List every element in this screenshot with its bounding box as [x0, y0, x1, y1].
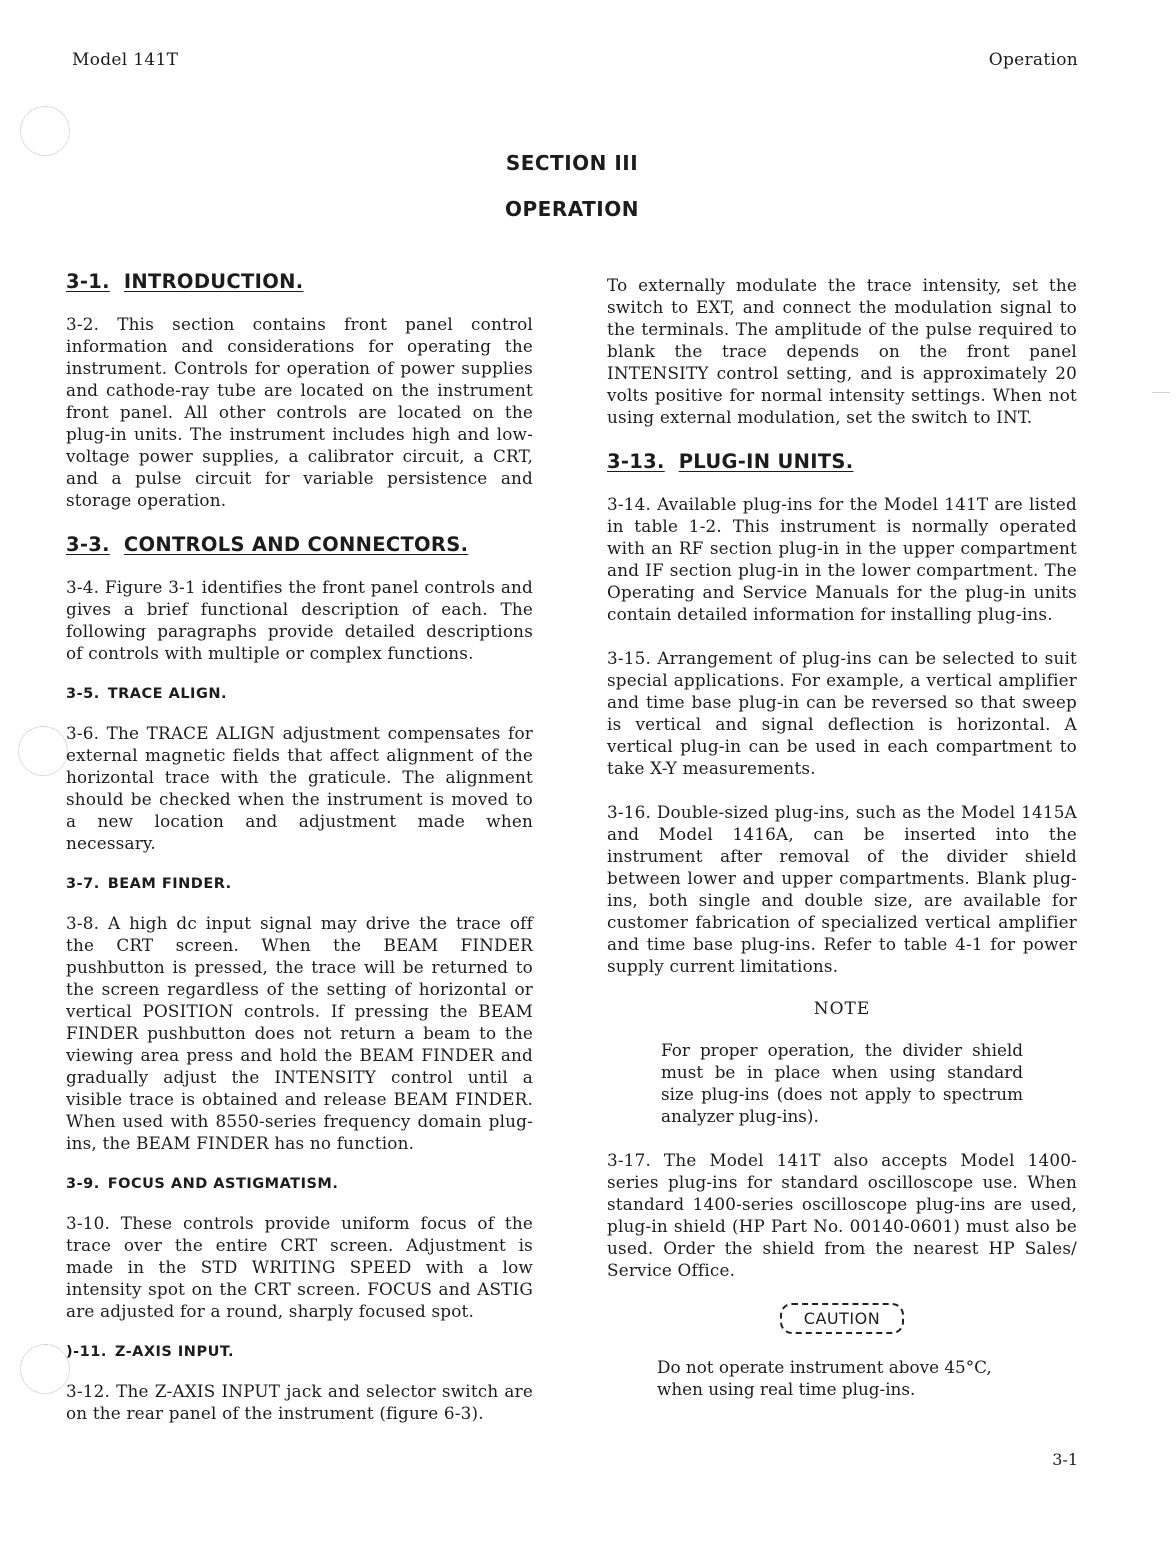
paragraph-3-4: 3-4. Figure 3-1 identifies the front panel controls and gives a brief functional description of each. The following paragraphs provide detailed descriptions of controls with multiple or complex functions. — [66, 577, 533, 663]
paragraph-3-14: 3-14. Available plug-ins for the Model 141T are listed in table 1-2. This instrument is normally operated with an RF section plug-in in the upper compartment and IF section plug-in in the lower compartment. The Operating and Service Manuals for the plug-in units contain detailed information for installing plug-ins. — [607, 494, 1077, 624]
paragraph-3-15: 3-15. Arrangement of plug-ins can be selected to suit special applications. For example, a vertical amplifier and time base plug-in can be reversed so that sweep is vertical and signal deflection is horizontal. A vertical plug-in can be used in each compartment to take X-Y measurements. — [607, 648, 1077, 778]
right-column — [607, 274, 1077, 1400]
paragraph-3-8: 3-8. A high dc input signal may drive the trace off the CRT screen. When the BEAM FINDER pushbutton is pressed, the trace will be returned to the screen regardless of the setting of horizontal or vertical POSITION controls. If pressing the BEAM FINDER pushbutton does not return a beam to the viewing area press and hold the BEAM FINDER and gradually adjust the INTENSITY control until a visible trace is obtained and release BEAM FINDER. When used with 8550-series frequency domain plug-ins, the BEAM FINDER has no function. — [66, 913, 533, 1153]
caution-text: Do not operate instrument above 45°C, when using real time plug-ins. — [657, 1357, 992, 1399]
header-section: Operation — [988, 50, 1078, 70]
punch-hole-bottom — [20, 1344, 70, 1394]
section-number: SECTION III — [505, 151, 639, 175]
paragraph-3-17: 3-17. The Model 141T also accepts Model 1400-series plug-ins for standard oscilloscope use. When standard 1400-series oscilloscope plug-ins are used, plug-in shield (HP Part No. 00140-0601) must also be used. Order the shield from the nearest HP Sales/ Service Office. — [607, 1150, 1077, 1280]
note-text: For proper operation, the divider shield must be in place when using standard size plug-ins (does not apply to spectrum analyzer plug-ins). — [661, 1040, 1023, 1126]
section-name: OPERATION — [505, 197, 639, 221]
heading-beam-finder: 3-7. BEAM FINDER. — [66, 876, 232, 892]
paragraph-3-16: 3-16. Double-sized plug-ins, such as the Model 1415A and Model 1416A, can be inserted into the instrument after removal of the divider shield between lower and upper compartments. Blank plug-ins, both single and double size, are available for customer fabrication of specialized vertical amplifier and time base plug-ins. Refer to table 4-1 for power supply current limitations. — [607, 802, 1077, 976]
paragraph-3-12-continued: To externally modulate the trace intensity, set the switch to EXT, and connect the modulation signal to the terminals. The amplitude of the pulse required to blank the trace depends on the front panel INTENSITY control setting, and is approximately 20 volts positive for normal intensity settings. When not using external modulation, set the switch to INT. — [607, 275, 1077, 427]
paragraph-3-10: 3-10. These controls provide uniform focus of the trace over the entire CRT screen. Adjustment is made in the STD WRITING SPEED with a low intensity spot on the CRT screen. FOCUS and ASTIG are adjusted for a round, sharply focused spot. — [66, 1213, 533, 1321]
paragraph-3-2: 3-2. This section contains front panel control information and considerations for operating the instrument. Controls for operation of power supplies and cathode-ray tube are located on the instrument front panel. All other controls are located on the plug-in units. The instrument includes high and low-voltage power supplies, a calibrator circuit, a CRT, and a pulse circuit for variable persistence and storage operation. — [66, 314, 533, 510]
paragraph-3-12: 3-12. The Z-AXIS INPUT jack and selector switch are on the rear panel of the instrument (figure 6-3). — [66, 1381, 533, 1423]
section-titles — [0, 148, 1144, 240]
punch-hole-middle — [18, 726, 68, 776]
heading-plug-in-units: 3-13. PLUG-IN UNITS. — [607, 450, 854, 473]
caution-badge: CAUTION — [780, 1303, 904, 1334]
paragraph-3-6: 3-6. The TRACE ALIGN adjustment compensates for external magnetic fields that affect alignment of the horizontal trace with the graticule. The alignment should be checked when the instrument is moved to a new location and adjustment made when necessary. — [66, 723, 533, 853]
header-model: Model 141T — [72, 50, 179, 70]
heading-introduction: 3-1. INTRODUCTION. — [66, 270, 304, 293]
note-title: NOTE — [813, 999, 871, 1019]
heading-z-axis-input: )-11. Z-AXIS INPUT. — [66, 1344, 235, 1360]
margin-mark — [1152, 392, 1170, 393]
heading-controls-connectors: 3-3. CONTROLS AND CONNECTORS. — [66, 533, 469, 556]
heading-focus-astigmatism: 3-9. FOCUS AND ASTIGMATISM. — [66, 1176, 339, 1192]
heading-trace-align: 3-5. TRACE ALIGN. — [66, 686, 227, 702]
left-column — [66, 270, 533, 1446]
page-number: 3-1 — [1052, 1450, 1078, 1469]
